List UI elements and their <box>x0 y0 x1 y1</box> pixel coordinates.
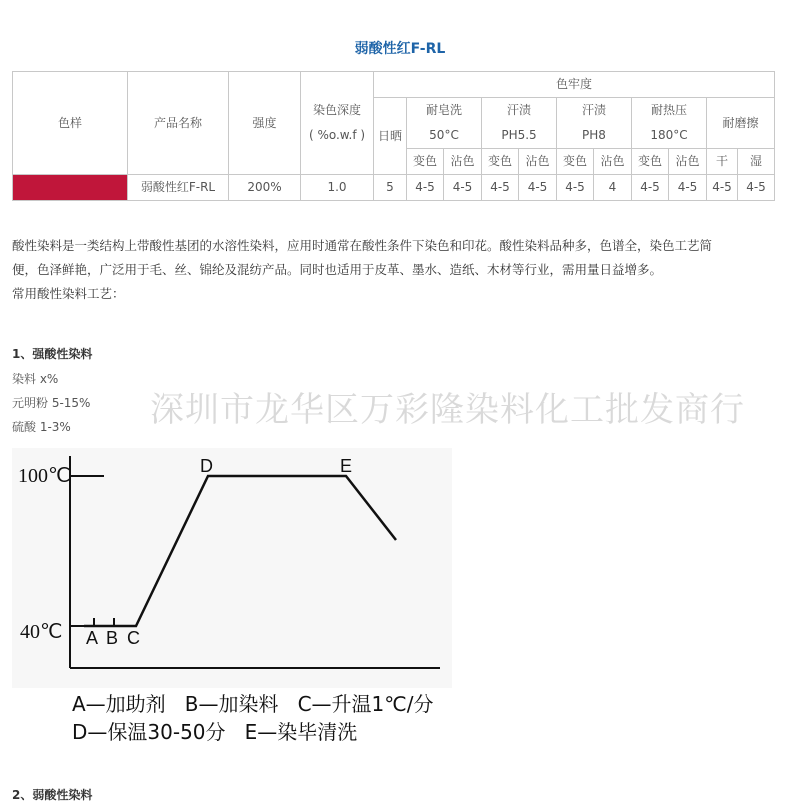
header-hotpress-label: 耐热压 <box>650 103 687 117</box>
cell-hotpress-stain: 4-5 <box>669 175 707 201</box>
header-change: 变色 <box>407 149 444 175</box>
recipe-item: 硫酸 1-3% <box>12 420 71 434</box>
header-sweat-acid-label: 汗渍 <box>506 103 531 117</box>
cell-soaping-stain: 4-5 <box>444 175 482 201</box>
intro-line: 常用酸性染料工艺： <box>12 286 125 301</box>
section-heading-weak-acid: 2、弱酸性染料 <box>12 788 93 802</box>
header-change: 变色 <box>632 149 669 175</box>
header-rubbing: 耐磨擦 <box>707 98 775 149</box>
point-c-label: C <box>127 628 140 648</box>
intro-paragraph <box>12 234 782 306</box>
header-strength: 强度 <box>229 72 301 175</box>
cell-sweat-alkaline-stain: 4 <box>594 175 632 201</box>
recipe-item: 染料 x% <box>12 372 59 386</box>
legend-item: B—加染料 <box>184 692 279 716</box>
color-swatch-cell <box>13 175 128 201</box>
temp-low-label: 40℃ <box>20 621 63 643</box>
recipe-item: 元明粉 5-15% <box>12 396 91 410</box>
cell-hotpress-change: 4-5 <box>632 175 669 201</box>
legend-item: D—保温30-50分 <box>72 720 226 744</box>
intro-line: 便，色泽鲜艳，广泛用于毛、丝、锦纶及混纺产品。同时也适用于皮革、墨水、造纸、木材等行业，需用量日益增多。 <box>12 262 663 277</box>
point-a-label: A <box>86 628 99 648</box>
cell-rub-wet: 4-5 <box>738 175 775 201</box>
point-b-label: B <box>106 628 119 648</box>
temp-high-label: 100℃ <box>18 465 71 487</box>
cell-depth: 1.0 <box>301 175 374 201</box>
header-change: 变色 <box>482 149 519 175</box>
point-d-label: D <box>200 456 213 476</box>
process-legend-line2 <box>72 718 357 746</box>
header-name: 产品名称 <box>128 72 229 175</box>
header-sweat-acid <box>482 98 557 149</box>
header-light: 日晒 <box>374 98 407 175</box>
header-change: 变色 <box>557 149 594 175</box>
process-legend-line1 <box>72 690 433 718</box>
legend-item: E—染毕清洗 <box>244 720 358 744</box>
point-e-label: E <box>340 456 353 476</box>
header-sweat-acid-ph: PH5.5 <box>501 128 537 142</box>
cell-rub-dry: 4-5 <box>707 175 738 201</box>
watermark: 深圳市龙华区万彩隆染料化工批发商行 <box>150 390 745 430</box>
header-soaping-temp: 50°C <box>429 128 459 142</box>
recipe-list <box>12 367 90 439</box>
diagram-background <box>12 448 452 688</box>
header-depth <box>301 72 374 175</box>
section-heading-strong-acid: 1、强酸性染料 <box>12 347 93 361</box>
cell-sweat-alkaline-change: 4-5 <box>557 175 594 201</box>
fastness-table <box>12 71 775 201</box>
header-wet: 湿 <box>738 149 775 175</box>
legend-item: A—加助剂 <box>72 692 166 716</box>
header-stain: 沾色 <box>594 149 632 175</box>
dyeing-process-diagram <box>12 448 452 688</box>
page-title: 弱酸性红F-RL <box>354 41 446 57</box>
header-sweat-alkaline-ph: PH8 <box>582 128 606 142</box>
header-sweat-alkaline <box>557 98 632 149</box>
header-soaping-label: 耐皂洗 <box>425 103 462 117</box>
cell-sweat-acid-stain: 4-5 <box>519 175 557 201</box>
header-stain: 沾色 <box>444 149 482 175</box>
header-soaping <box>407 98 482 149</box>
cell-name: 弱酸性红F-RL <box>128 175 229 201</box>
header-dry: 干 <box>707 149 738 175</box>
header-depth-line2: ( %o.w.f ) <box>308 128 366 142</box>
cell-light: 5 <box>374 175 407 201</box>
color-swatch <box>13 175 127 200</box>
intro-line: 酸性染料是一类结构上带酸性基团的水溶性染料，应用时通常在酸性条件下染色和印花。酸性染料品种多，色谱全，染色工艺简 <box>12 238 713 253</box>
table-row <box>13 175 775 201</box>
header-fastness: 色牢度 <box>374 72 775 98</box>
legend-item: C—升温1℃/分 <box>297 692 434 716</box>
cell-strength: 200% <box>229 175 301 201</box>
header-hotpress-temp: 180°C <box>650 128 688 142</box>
cell-soaping-change: 4-5 <box>407 175 444 201</box>
header-sweat-alkaline-label: 汗渍 <box>581 103 606 117</box>
header-hotpress <box>632 98 707 149</box>
header-sample: 色样 <box>13 72 128 175</box>
header-stain: 沾色 <box>519 149 557 175</box>
header-stain: 沾色 <box>669 149 707 175</box>
cell-sweat-acid-change: 4-5 <box>482 175 519 201</box>
header-depth-line1: 染色深度 <box>312 103 361 117</box>
